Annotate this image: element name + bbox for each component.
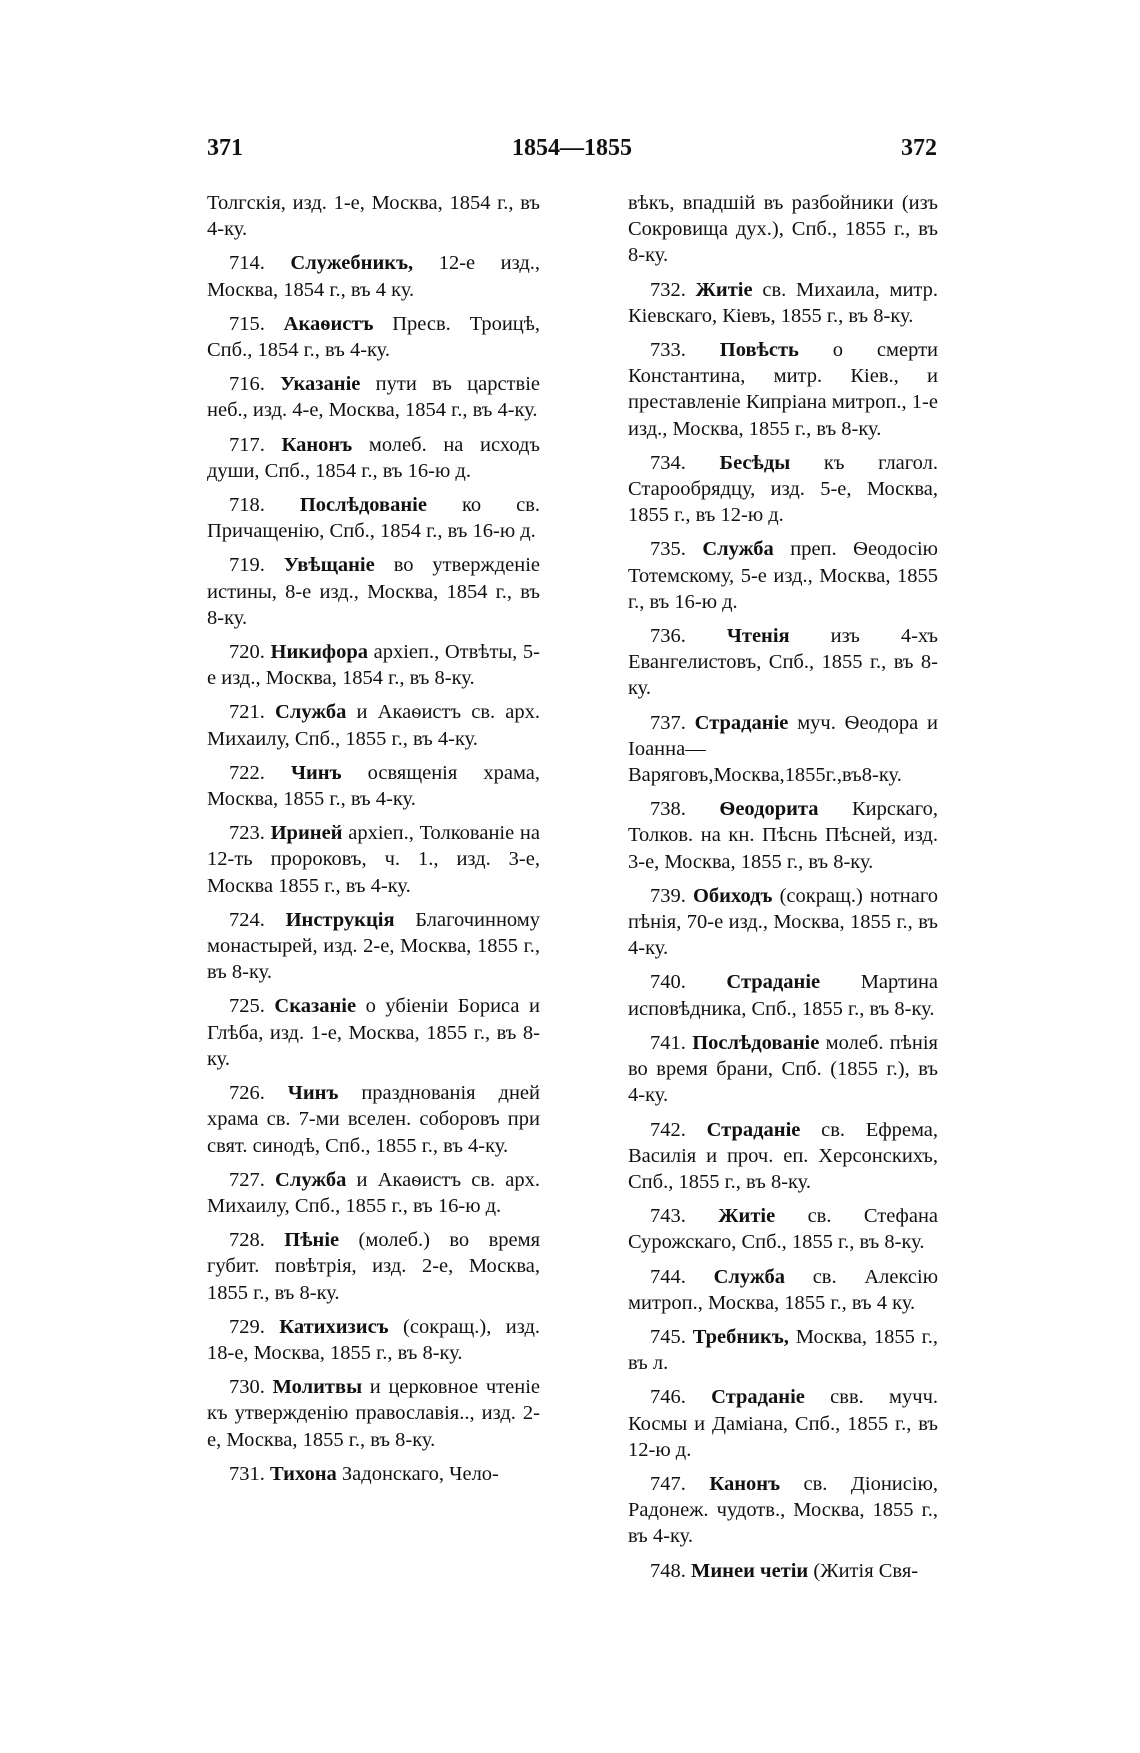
entry-heading: Страданіе [706,1118,801,1141]
catalog-entry [207,1227,540,1306]
catalog-entry [628,1030,938,1109]
entry-number: 723. [229,822,265,845]
entry-heading: Служба [275,701,347,724]
entry-heading: Увѣщаніе [283,554,375,577]
entry-text: и церковное чтеніе къ утвержденію православія.., изд. 2-е, Москва, 1855 г., въ 8-ку. [207,1376,540,1451]
entry-number: 731. [229,1462,265,1485]
catalog-entry [628,1264,938,1316]
entry-text: и Акаѳистъ св. арх. Михаилу, Спб., 1855 г., въ 4-ку. [207,701,540,750]
entry-text: Кирскаго, Толков. на кн. Пѣснь Пѣсней, изд. 3-е, Москва, 1855 г., въ 8-ку. [628,798,938,873]
entry-heading: Канонъ [709,1472,781,1495]
entry-text: изъ 4-хъ Евангелистовъ, Спб., 1855 г., въ 8-ку. [628,625,939,700]
entry-number: 727. [229,1168,265,1191]
entry-text: муч. Ѳеодора и Іоанна—Варяговъ,Москва,1855г.,въ8-ку. [628,711,939,787]
entry-heading: Житіе [695,278,753,301]
catalog-entry [207,1167,540,1219]
entry-text: пути въ царствіе неб., изд. 4-е, Москва, 1854 г., въ 4-ку. [207,373,540,422]
catalog-entry [207,1080,540,1159]
entry-heading: Повѣсть [719,339,799,362]
entry-heading: Страданіе [694,711,789,734]
entry-heading: Никифора [270,641,368,664]
entry-text: свв. мучч. Космы и Даміана, Спб., 1855 г., въ 12-ю д. [628,1386,938,1461]
entry-text: Задонскаго, Чело- [341,1462,499,1485]
entry-number: 747. [650,1472,686,1495]
entry-number: 745. [650,1325,686,1348]
entry-heading: Акаѳистъ [283,312,374,335]
catalog-entry [628,623,938,702]
catalog-entry [628,883,938,962]
entry-number: 717. [229,433,265,456]
entry-heading: Обиходъ [692,884,773,907]
entry-heading: Инструкція [285,908,395,931]
entry-number: 734. [650,451,686,474]
right-page-number: 372 [901,135,937,161]
entry-number: 719. [229,554,265,577]
left-column [207,190,540,1495]
catalog-entry [207,250,540,302]
entry-number: 739. [650,884,686,907]
catalog-entry [207,760,540,812]
entry-number: 730. [229,1376,265,1399]
entry-heading: Минеи четіи [691,1559,809,1582]
entry-text: молеб. пѣнія во время брани, Спб. (1855 г.), въ 4-ку. [628,1031,938,1107]
entry-heading: Служебникъ, [290,252,414,275]
entry-heading: Послѣдованіе [299,494,427,517]
entry-number: 733. [650,339,686,362]
entry-number: 715. [229,312,265,335]
catalog-entry [207,552,540,631]
entry-number: 737. [650,711,686,734]
entry-heading: Послѣдованіе [692,1031,820,1054]
catalog-entry [628,277,938,329]
entry-text: св. Стефана Сурожскаго, Спб., 1855 г., въ 8-ку. [628,1205,939,1254]
entry-heading: Житіе [718,1205,776,1228]
entry-text: архіеп., Отвѣты, 5-е изд., Москва, 1854 г., въ 8-ку. [207,641,541,690]
entry-text: ко св. Причащенію, Спб., 1854 г., въ 16-ю д. [207,494,540,543]
entry-heading: Катихизисъ [279,1315,389,1338]
catalog-entry [628,1471,938,1550]
page-header [207,135,937,167]
catalog-entry [628,969,938,1021]
entry-text: вѣкъ, впадшій въ разбойники (изъ Сокровища дух.), Спб., 1855 г., въ 8-ку. [628,192,938,267]
entry-heading: Служба [702,538,774,561]
entry-number: 742. [650,1118,686,1141]
catalog-entry [628,1117,938,1196]
entry-text: Пресв. Троицѣ, Спб., 1854 г., въ 4-ку. [207,312,541,362]
entry-text: 12-е изд., Москва, 1854 г., въ 4 ку. [207,252,541,301]
catalog-entry [207,1314,540,1366]
entry-number: 725. [229,995,265,1018]
catalog-entry [207,907,540,986]
entry-number: 735. [650,538,686,561]
entry-number: 718. [229,494,265,517]
entry-number: 720. [229,641,265,664]
catalog-entry [628,1203,938,1255]
catalog-entry [207,432,540,484]
entry-heading: Чинъ [287,1082,339,1105]
entry-number: 736. [650,625,686,648]
catalog-entry [207,820,540,899]
catalog-entry [207,1374,540,1453]
entry-text: во утвержденіе истины, 8-е изд., Москва, 1854 г., въ 8-ку. [207,554,540,629]
entry-text: Москва, 1855 г., въ л. [628,1325,939,1375]
catalog-entry [628,710,938,789]
entry-number: 740. [650,971,686,994]
catalog-entry [628,1558,938,1584]
entry-number: 726. [229,1082,265,1105]
entry-number: 724. [229,908,265,931]
entry-heading: Служба [275,1168,347,1191]
entry-text: Благочинному монастырей, изд. 2-е, Москва, 1855 г., въ 8-ку. [207,908,541,984]
entry-number: 746. [650,1386,686,1409]
entry-number: 748. [650,1559,686,1582]
catalog-entry [207,699,540,751]
entry-number: 714. [229,252,265,275]
entry-heading: Требникъ, [692,1325,789,1348]
catalog-entry [628,796,938,875]
entry-number: 732. [650,278,686,301]
entry-text: св. Діонисію, Радонеж. чудотв., Москва, 1855 г., въ 4-ку. [628,1472,939,1548]
entry-text: молеб. на исходъ души, Спб., 1854 г., въ 16-ю д. [207,433,541,482]
catalog-entry [628,536,938,615]
entry-number: 716. [229,373,265,396]
entry-text: (Житія Свя- [813,1559,919,1582]
entry-text: (сокращ.), изд. 18-е, Москва, 1855 г., въ 8-ку. [207,1315,541,1364]
catalog-entry [207,371,540,423]
entry-number: 738. [650,798,686,821]
left-page-number: 371 [207,135,243,161]
entry-number: 722. [229,761,265,784]
entry-text: (сокращ.) нотнаго пѣнія, 70-е изд., Москва, 1855 г., въ 4-ку. [628,884,939,960]
right-column [628,190,938,1592]
entry-text: Мартина исповѣдника, Спб., 1855 г., въ 8-ку. [628,971,939,1020]
entry-text: Толгскія, изд. 1-е, Москва, 1854 г., въ 4-ку. [207,192,540,241]
entry-heading: Пѣніе [284,1229,340,1252]
entry-heading: Тихона [270,1462,337,1485]
catalog-entry [207,639,540,691]
catalog-entry [628,190,938,269]
entry-number: 743. [650,1205,686,1228]
entry-text: празднованія дней храма св. 7-ми вселен. соборовъ при свят. синодѣ, Спб., 1855 г., въ 4-ку. [207,1082,540,1157]
entry-text: св. Алексію митроп., Москва, 1855 г., въ 4 ку. [628,1265,939,1314]
entry-text: и Акаѳистъ св. арх. Михаилу, Спб., 1855 г., въ 16-ю д. [207,1168,540,1217]
entry-number: 729. [229,1315,265,1338]
catalog-entry [207,190,540,242]
entry-text: св. Ефрема, Василія и проч. еп. Херсонскихъ, Спб., 1855 г., въ 8-ку. [628,1118,939,1193]
entry-heading: Канонъ [281,433,353,456]
catalog-entry [628,337,938,442]
catalog-entry [628,1324,938,1376]
catalog-entry [628,1384,938,1463]
entry-number: 721. [229,701,265,724]
entry-heading: Бесѣды [719,451,791,474]
catalog-entry [207,1461,540,1487]
entry-heading: Указаніе [280,373,361,396]
entry-text: о убіеніи Бориса и Глѣба, изд. 1-е, Москва, 1855 г., въ 8-ку. [207,995,540,1070]
entry-heading: Страданіе [711,1386,805,1409]
entry-text: къ глагол. Старообрядцу, изд. 5-е, Москва, 1855 г., въ 12-ю д. [628,451,939,527]
catalog-entry [628,450,938,529]
entry-text: о смерти Константина, митр. Кіев., и преставленіе Кипріана митроп., 1-е изд., Москва, 1855 г., въ 8-ку. [628,339,938,440]
entry-heading: Молитвы [272,1376,363,1399]
entry-number: 744. [650,1265,686,1288]
entry-heading: Сказаніе [274,995,357,1018]
entry-heading: Служба [713,1265,785,1288]
entry-text: св. Михаила, митр. Кіевскаго, Кіевъ, 1855 г., въ 8-ку. [628,278,939,327]
year-range: 1854—1855 [512,135,632,161]
catalog-entry [207,492,540,544]
catalog-entry [207,311,540,363]
entry-number: 728. [229,1229,265,1252]
entry-heading: Ириней [270,822,343,845]
entry-heading: Чинъ [290,761,342,784]
entry-heading: Чтенія [726,625,790,648]
entry-text: освященія храма, Москва, 1855 г., въ 4-ку. [207,761,541,811]
entry-number: 741. [650,1031,686,1054]
entry-heading: Страданіе [726,971,821,994]
entry-text: архіеп., Толкованіе на 12-ть пророковъ, ч. 1., изд. 3-е, Москва 1855 г., въ 4-ку. [207,822,541,897]
entry-heading: Ѳеодорита [719,798,819,821]
catalog-entry [207,993,540,1072]
entry-text: (молеб.) во время губит. повѣтрія, изд. 2-е, Москва, 1855 г., въ 8-ку. [207,1229,540,1304]
entry-text: преп. Ѳеодосію Тотемскому, 5-е изд., Москва, 1855 г., въ 16-ю д. [628,538,938,613]
